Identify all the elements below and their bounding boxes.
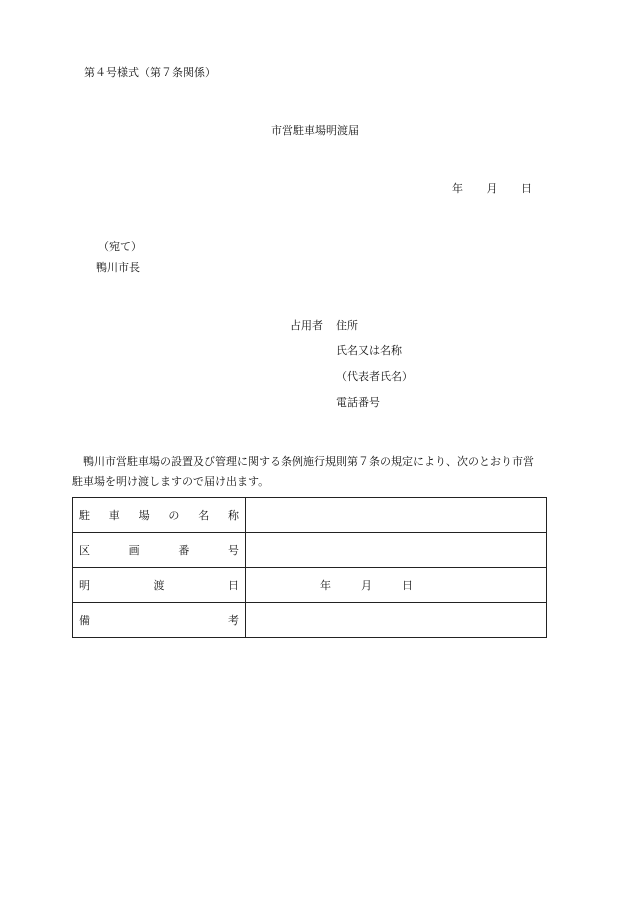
- addressee-name: 鴨川市長: [96, 261, 140, 274]
- row-label-parking-name: [73, 498, 246, 533]
- body-line: 駐車場を明け渡しますので届け出ます。: [72, 475, 270, 488]
- vacate-date-field[interactable]: [246, 568, 547, 603]
- label-char: 名: [198, 509, 210, 522]
- label-char: 画: [128, 544, 140, 557]
- remarks-field[interactable]: [246, 603, 547, 638]
- date-day: 日: [521, 182, 532, 195]
- table-row: [73, 603, 547, 638]
- body-paragraph: [72, 452, 548, 492]
- vacate-month: 月: [361, 579, 372, 592]
- body-line: 鴨川市営駐車場の設置及び管理に関する条例施行規則第７条の規定により、次のとおり市営: [83, 455, 534, 468]
- row-label-remarks: [73, 603, 246, 638]
- form-number: 第４号様式（第７条関係）: [84, 66, 216, 79]
- date-month: 月: [486, 182, 498, 195]
- row-label-vacate-date: [73, 568, 246, 603]
- label-char: 番: [178, 544, 190, 557]
- table-row: [73, 498, 547, 533]
- addressee-prefix: （宛て）: [98, 240, 142, 253]
- date-line: [452, 182, 532, 196]
- date-year: 年: [452, 182, 463, 195]
- label-char: 号: [227, 544, 239, 557]
- label-char: 渡: [153, 579, 165, 592]
- applicant-role: 占用者: [290, 319, 323, 332]
- lot-number-field[interactable]: [246, 533, 547, 568]
- row-label-lot-number: [73, 533, 246, 568]
- label-char: 駐: [79, 509, 90, 522]
- table-row: [73, 533, 547, 568]
- applicant-address-label: 住所: [336, 319, 358, 332]
- applicant-name-label: 氏名又は名称: [336, 344, 402, 357]
- label-char: 備: [79, 614, 90, 627]
- table-row: [73, 568, 547, 603]
- label-char: 明: [79, 579, 90, 592]
- label-char: 場: [138, 509, 150, 522]
- parking-name-field[interactable]: [246, 498, 547, 533]
- label-char: 車: [108, 509, 120, 522]
- label-char: 称: [227, 509, 239, 522]
- label-char: の: [168, 509, 180, 522]
- applicant-phone-label: 電話番号: [336, 396, 380, 409]
- label-char: 区: [79, 544, 90, 557]
- applicant-representative-label: （代表者氏名）: [336, 370, 413, 383]
- label-char: 日: [228, 579, 239, 592]
- document-title: 市営駐車場明渡届: [271, 124, 359, 137]
- label-char: 考: [228, 614, 239, 627]
- vacate-year: 年: [320, 579, 331, 592]
- vacate-day: 日: [402, 579, 413, 592]
- info-table: [72, 497, 547, 638]
